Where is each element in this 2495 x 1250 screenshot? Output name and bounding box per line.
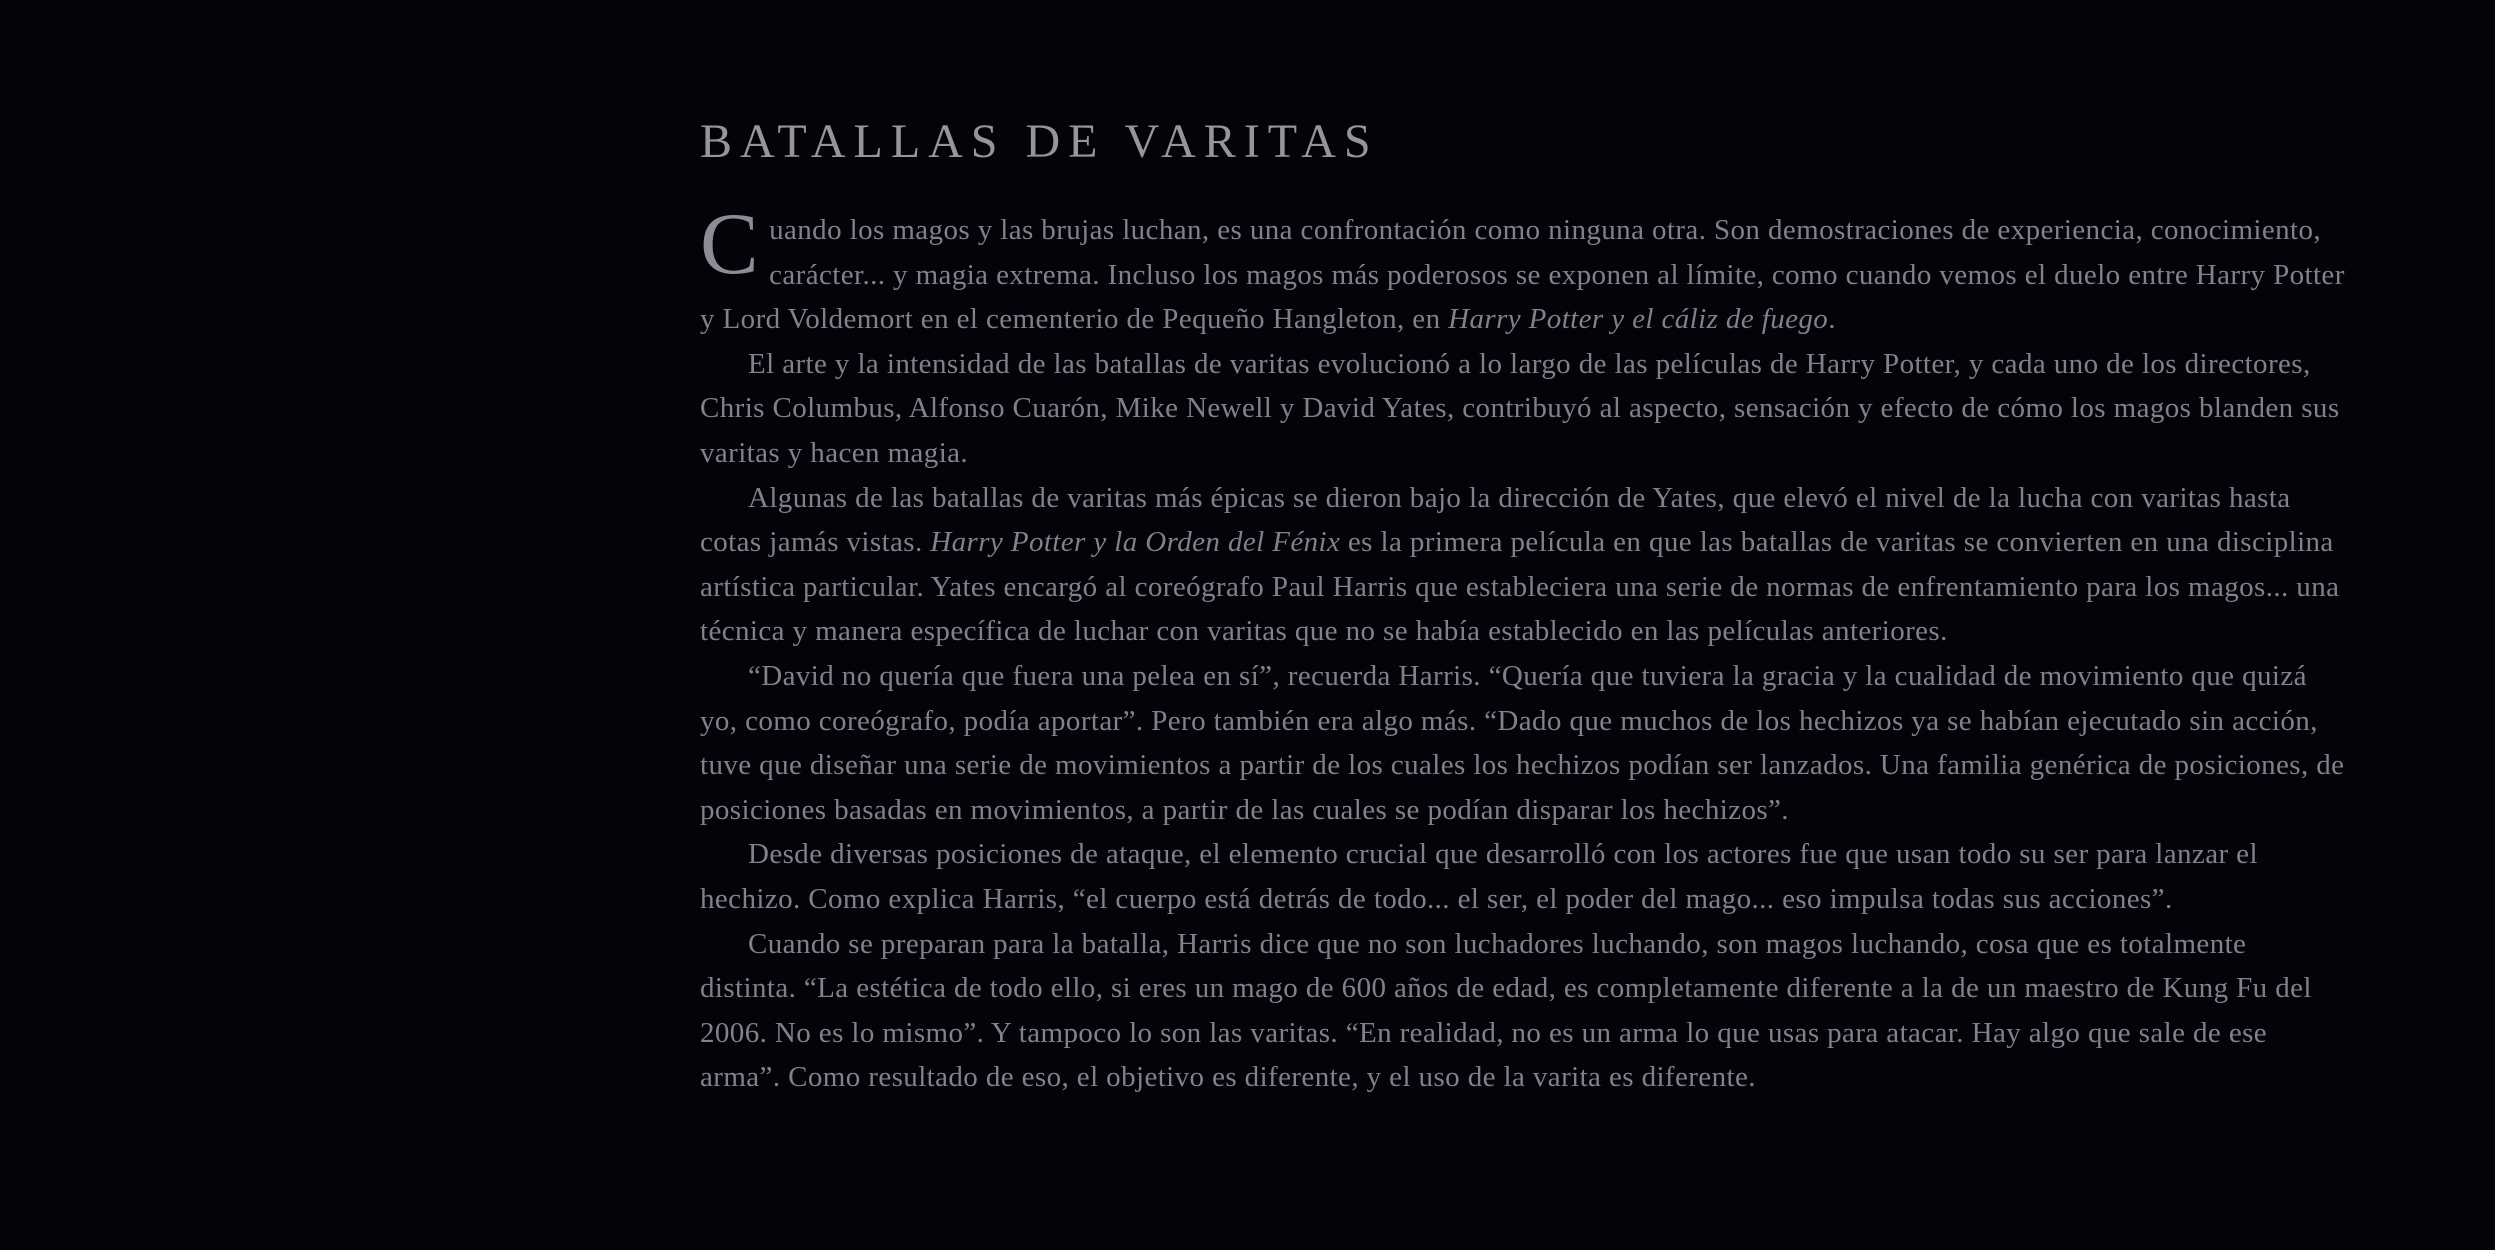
chapter-title: BATALLAS DE VARITAS [700, 115, 1379, 168]
italic-text: Harry Potter y el cáliz de fuego [1448, 303, 1829, 336]
paragraph [700, 196, 2345, 342]
body-text-segment: “David no quería que fuera una pelea en sí”, recuerda Harris. “Quería que tuviera la gracia y la cualidad de movimiento que quizá yo, como coreógrafo, podía aportar”. Pero también era algo más. “Dado que muchos de los hechizos ya se habían ejecutado sin acción, tuve que diseñar una serie de movimientos a partir de los cuales los hechizos podían ser lanzados. Una familia genérica de posiciones, de posiciones basadas en movimientos, a partir de las cuales se podían disparar los hechizos”. [700, 659, 2345, 826]
body-text-segment: Desde diversas posiciones de ataque, el elemento crucial que desarrolló con los actores fue que usan todo su ser para lanzar el hechizo. Como explica Harris, “el cuerpo está detrás de todo... el ser, el poder del mago... eso impulsa todas sus acciones”. [700, 838, 2258, 915]
paragraph [700, 832, 2345, 921]
paragraph [700, 342, 2345, 476]
body-text-segment: Algunas de las batallas de varitas más épicas se dieron bajo la dirección de Yates, que elevó el nivel de la lucha con varitas hasta cotas jamás vistas. [700, 481, 2291, 559]
paragraph [700, 654, 2345, 832]
body-text-segment: Cuando se preparan para la batalla, Harris dice que no son luchadores luchando, son magos luchando, cosa que es totalmente distinta. “La estética de todo ello, si eres un mago de 600 años de edad, es completamente diferente a la de un maestro de Kung Fu del 2006. No es lo mismo”. Y tampoco lo son las varitas. “En realidad, no es un arma lo que usas para atacar. Hay algo que sale de ese arma”. Como resultado de eso, el objetivo es diferente, y el uso de la varita es diferente. [700, 927, 2312, 1094]
body-text-segment: El arte y la intensidad de las batallas de varitas evolucionó a lo largo de las películas de Harry Potter, y cada uno de los directores, Chris Columbus, Alfonso Cuarón, Mike Newell y David Yates, contribuyó al aspecto, sensación y efecto de cómo los magos blanden sus varitas y hacen magia. [700, 347, 2340, 469]
body-text-segment: es la primera película en que las batallas de varitas se convierten en una disciplina artística particular. Yates encargó al coreógrafo Paul Harris que estableciera una serie de normas de enfrentamiento para los magos... una técnica y manera específica de luchar con varitas que no se había establecido en las películas anteriores. [700, 526, 2340, 648]
body-text-segment: . [1828, 303, 1836, 336]
drop-cap: C [700, 196, 760, 293]
italic-text: Harry Potter y la Orden del Fénix [930, 526, 1341, 559]
paragraph [700, 476, 2345, 654]
book-page [700, 115, 2345, 1100]
article-body [700, 196, 2345, 1100]
paragraph [700, 922, 2345, 1100]
body-text-segment: uando los magos y las brujas luchan, es una confrontación como ninguna otra. Son demostraciones de experiencia, conocimiento, carácter... y magia extrema. Incluso los magos más poderosos se exponen al límite, como cuando vemos el duelo entre Harry Potter y Lord Voldemort en el cementerio de Pequeño Hangleton, en [700, 214, 2345, 336]
